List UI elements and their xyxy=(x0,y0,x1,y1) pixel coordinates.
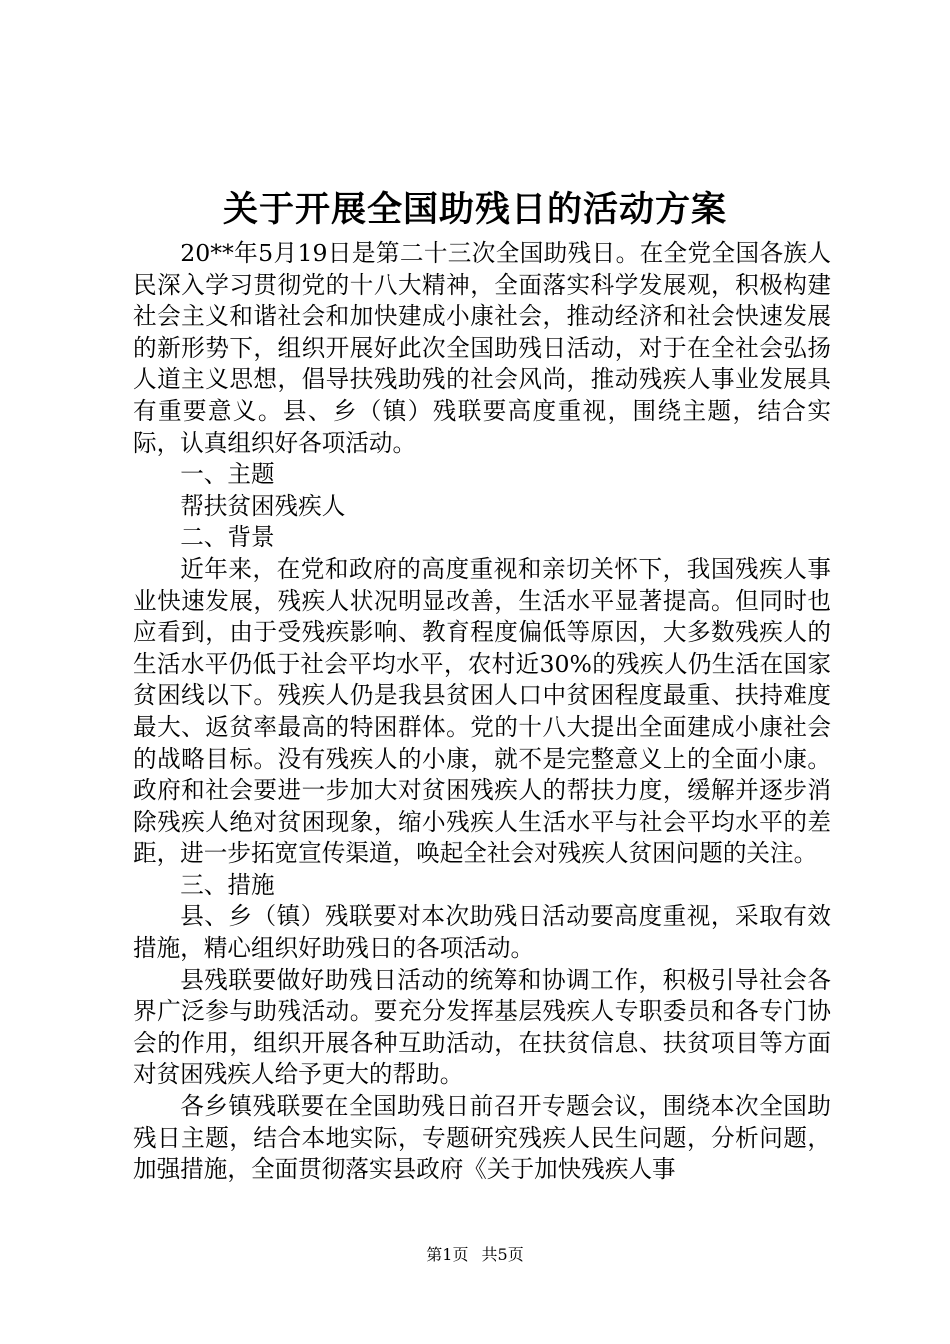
section-heading-theme: 一、主题 xyxy=(180,460,275,489)
section-heading-background: 二、背景 xyxy=(180,523,275,552)
page-number: 第1页 xyxy=(426,1245,469,1264)
paragraph-measures-1: 县、乡（镇）残联要对本次助残日活动要高度重视，采取有效措施，精心组织好助残日的各项活动。 xyxy=(133,902,831,963)
document-body xyxy=(133,238,831,1186)
section-heading-measures: 三、措施 xyxy=(180,870,275,899)
paragraph-measures-2: 县残联要做好助残日活动的统筹和协调工作，积极引导社会各界广泛参与助残活动。要充分发挥基层残疾人专职委员和各专门协会的作用，组织开展各种互助活动，在扶贫信息、扶贫项目等方面对贫困残疾人给予更大的帮助。 xyxy=(133,965,831,1089)
page-footer xyxy=(0,1244,950,1266)
paragraph-intro: 20**年5月19日是第二十三次全国助残日。在全党全国各族人民深入学习贯彻党的十八大精神，全面落实科学发展观，积极构建社会主义和谐社会和加快建成小康社会，推动经济和社会快速发展的新形势下，组织开展好此次全国助残日活动，对于在全社会弘扬人道主义思想，倡导扶残助残的社会风尚，推动残疾人事业发展具有重要意义。县、乡（镇）残联要高度重视，围绕主题，结合实际，认真组织好各项活动。 xyxy=(133,239,831,457)
paragraph-background: 近年来，在党和政府的高度重视和亲切关怀下，我国残疾人事业快速发展，残疾人状况明显改善，生活水平显著提高。但同时也应看到，由于受残疾影响、教育程度偏低等原因，大多数残疾人的生活水平仍低于社会平均水平，农村近30%的残疾人仍生活在国家贫困线以下。残疾人仍是我县贫困人口中贫困程度最重、扶持难度最大、返贫率最高的特困群体。党的十八大提出全面建成小康社会的战略目标。没有残疾人的小康，就不是完整意义上的全面小康。政府和社会要进一步加大对贫困残疾人的帮扶力度，缓解并逐步消除残疾人绝对贫困现象，缩小残疾人生活水平与社会平均水平的差距，进一步拓宽宣传渠道，唤起全社会对残疾人贫困问题的关注。 xyxy=(133,554,831,868)
page-total: 共5页 xyxy=(481,1245,524,1264)
paragraph-measures-3: 各乡镇残联要在全国助残日前召开专题会议，围绕本次全国助残日主题，结合本地实际，专题研究残疾人民生问题，分析问题，加强措施，全面贯彻落实县政府《关于加快残疾人事 xyxy=(133,1092,831,1184)
document-title: 关于开展全国助残日的活动方案 xyxy=(222,189,727,230)
paragraph-theme: 帮扶贫困残疾人 xyxy=(180,491,346,520)
